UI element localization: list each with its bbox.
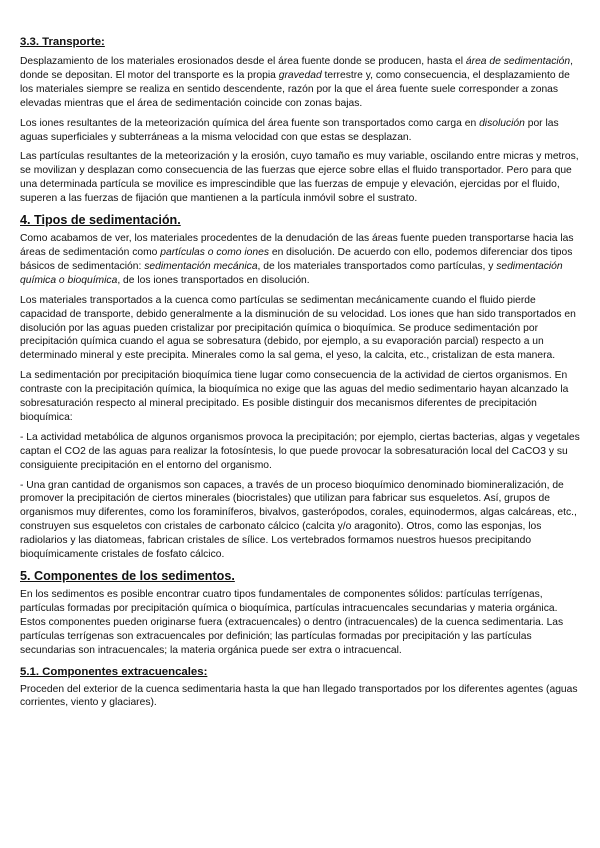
paragraph-transporte-2	[20, 117, 582, 145]
text-run: por las aguas superficiales y subterráneas a la misma velocidad con que estas se desplazan.	[20, 117, 559, 143]
italic-term-sedimentacion-quimica: sedimentación química o bioquímica	[20, 260, 563, 286]
paragraph-tipos-1	[20, 232, 582, 288]
paragraph-tipos-5: - Una gran cantidad de organismos son capaces, a través de un proceso bioquímico denominado biomineralización, de promover la precipitación de ciertos minerales (biocristales) que utilizan para fabricar sus esqueletos. Así, grupos de organismos muy diferentes, como los foraminíferos, bivalvos, gasterópodos, corales, equinodermos, algas calcáreas, etc., construyen sus esqueletos con cristales de carbonato cálcico (calcita y/o aragonito). Otros, como las esponjas, los radiolarios y las diatomeas, fabrican cristales de sílice. Los vertebrados formamos nuestros huesos precipitando bioquímicamente cristales de fosfato cálcico.	[20, 479, 577, 561]
text-run: Los iones resultantes de la meteorización química del área fuente son transportados como carga en	[20, 117, 480, 129]
italic-term-sedimentacion-mecanica: sedimentación mecánica	[144, 260, 258, 272]
text-run: terrestre y, como consecuencia, el desplazamiento de los materiales siempre se realiza en sentido descendente, razón por la que el área fuente suele corresponder a zonas elevadas mientras que el área de sedimentación coincide con zonas bajas.	[20, 69, 570, 109]
section-heading-extracuencales: 5.1. Componentes extracuencales:	[20, 665, 208, 678]
section-heading-transporte: 3.3. Transporte:	[20, 36, 105, 48]
section-heading-componentes: 5. Componentes de los sedimentos.	[20, 569, 235, 583]
paragraph-tipos-4: - La actividad metabólica de algunos organismos provoca la precipitación; por ejemplo, ciertas bacterias, algas y vegetales captan el CO2 de las aguas para realizar la fotosíntesis, lo que puede provocar la sobresaturación local del CaCO3 y su consiguiente precipitación en el entorno del organismo.	[20, 431, 580, 471]
paragraph-transporte-1	[20, 55, 582, 111]
paragraph-transporte-3: Las partículas resultantes de la meteorización y la erosión, cuyo tamaño es muy variable, oscilando entre micras y metros, se movilizan y desplazan como consecuencia de las fuerzas que ejerce sobre ellas el fluido transportador. Pero para que una determinada partícula se movilice es imprescindible que las fuerzas de empuje y elevación, ejercidas por el fluido, superen a las fuerzas de fijación que mantienen a la partícula inmóvil sobre el sustrato.	[20, 151, 579, 205]
paragraph-tipos-2: Los materiales transportados a la cuenca como partículas se sedimentan mecánicamente cuando el fluido pierde capacidad de transporte, debido generalmente a la disminución de su velocidad. Los iones que han sido transportados en disolución por las aguas pueden cristalizar por precipitación química o bioquímica. Se produce sedimentación por precipitación química cuando el agua se sobresatura (debido, por ejemplo, a su evaporación parcial) respecto a un determinado mineral y este precipita. Minerales como la sal gema, el yeso, la calcita, etc., cristalizan de esta manera.	[20, 294, 576, 362]
text-run: , donde se depositan. El motor del transporte es la propia	[20, 56, 573, 81]
section-heading-tipos-sedimentacion: 4. Tipos de sedimentación.	[20, 213, 181, 228]
paragraph-extracuencales-1: Proceden del exterior de la cuenca sedimentaria hasta la que han llegado transportados por los diferentes agentes (aguas corrientes, viento y glaciares).	[20, 683, 578, 709]
italic-term-gravedad: gravedad	[278, 69, 322, 81]
text-run: , de los iones transportados en disolución.	[117, 274, 310, 286]
italic-term-particulas-iones: partículas o como iones	[160, 246, 269, 258]
text-run: , de los materiales transportados como partículas, y	[257, 260, 497, 272]
text-run: Desplazamiento de los materiales erosionados desde el área fuente donde se producen, hasta el	[20, 56, 466, 67]
document-page	[20, 35, 582, 710]
paragraph-tipos-3: La sedimentación por precipitación bioquímica tiene lugar como consecuencia de la actividad de ciertos organismos. En contraste con la precipitación química, la bioquímica no exige que las aguas del medio sedimentario hayan alcanzado la sobresaturación respecto al mineral precipitado. Es posible distinguir dos mecanismos diferentes de precipitación bioquímica:	[20, 370, 569, 423]
text-run: en disolución. De acuerdo con ello, podemos diferenciar dos tipos básicos de sedimentación:	[20, 246, 573, 272]
text-run: Como acabamos de ver, los materiales procedentes de la denudación de las áreas fuente pueden transportarse hacia las áreas de sedimentación como	[20, 233, 574, 258]
italic-term-area-sedimentacion: área de sedimentación	[465, 56, 571, 67]
italic-term-disolucion: disolución	[479, 117, 525, 129]
paragraph-componentes-1: En los sedimentos es posible encontrar cuatro tipos fundamentales de componentes sólidos: partículas terrígenas, partículas formadas por precipitación química o bioquímica, partículas intracuencales secundarias y materia orgánica. Estos componentes pueden originarse fuera (extracuencales) o dentro (intracuencales) de la cuenca sedimentaria. Las partículas terrígenas son extracuencales por definición; las partículas formadas por precipitación y las partículas secundarias son intracuencales; la materia orgánica puede ser extra o intracuencal.	[20, 589, 564, 656]
